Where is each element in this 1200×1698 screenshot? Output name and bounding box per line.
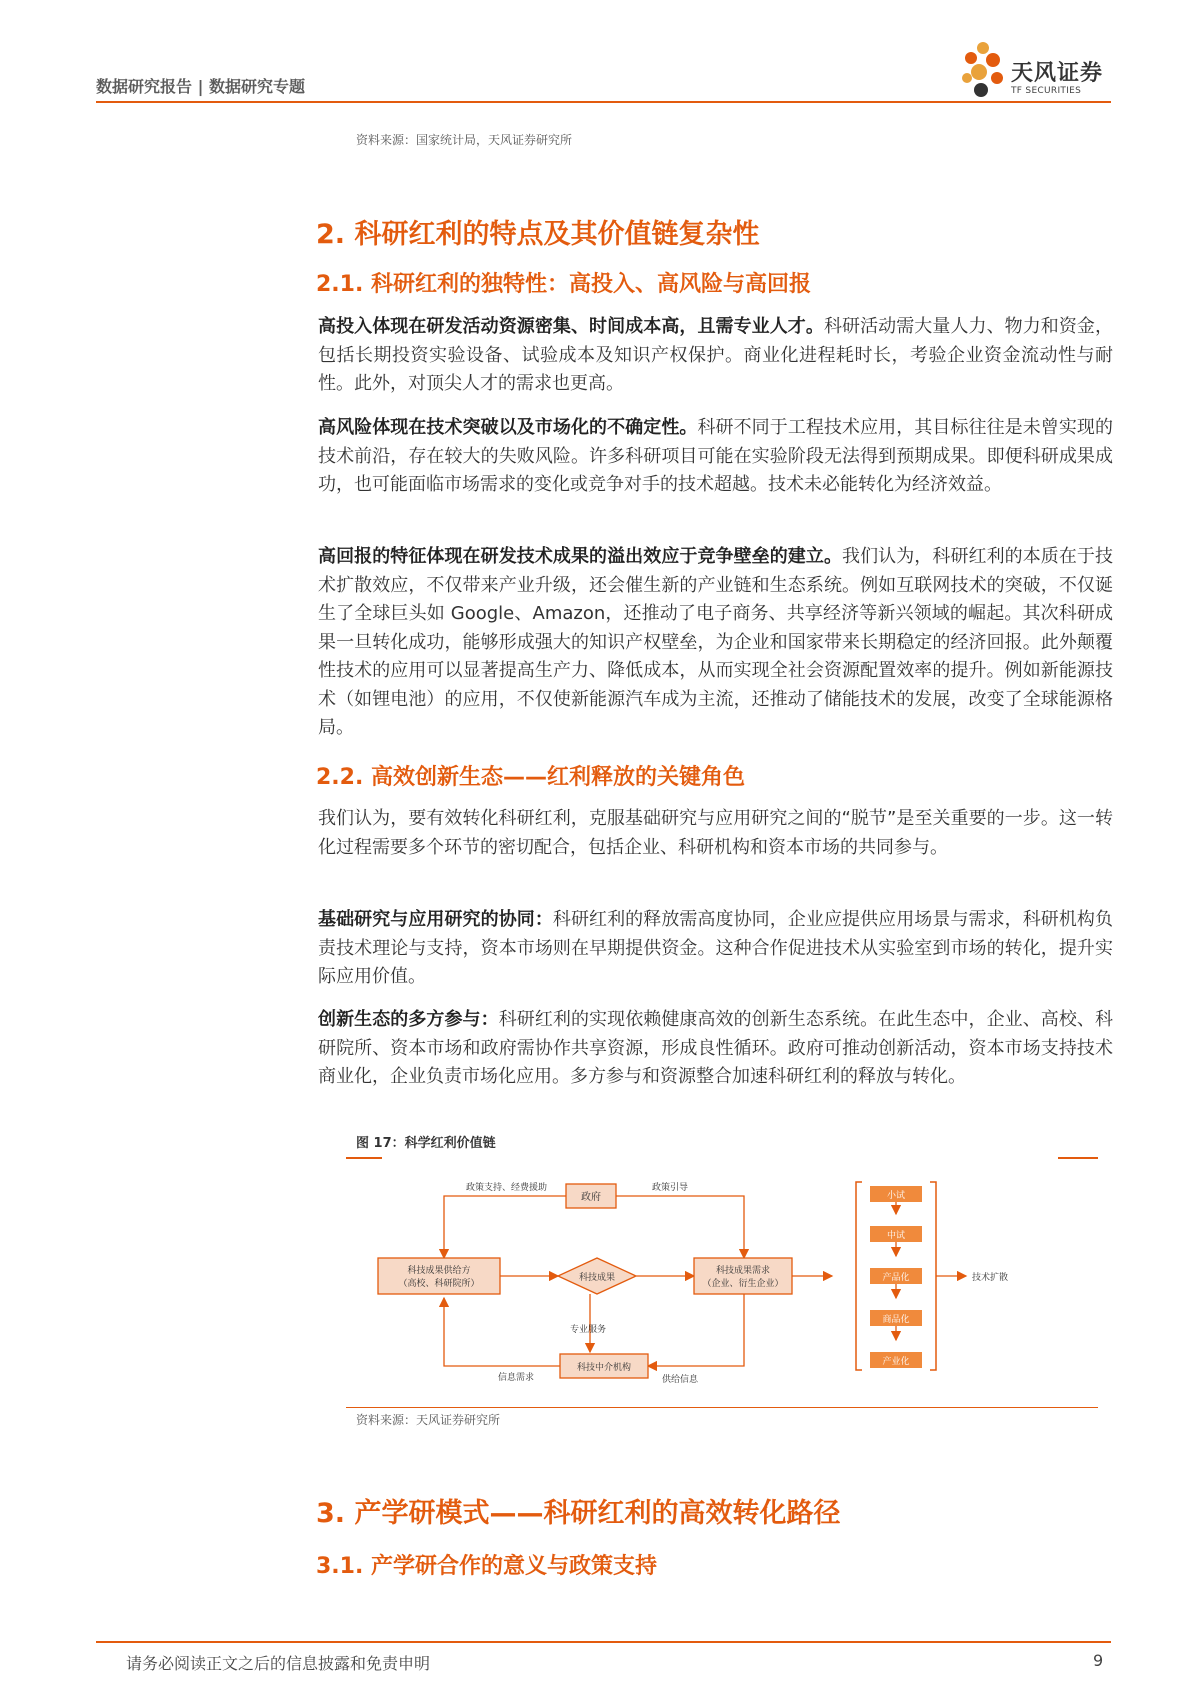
source-note-top: 资料来源：国家统计局，天风证券研究所 (356, 133, 573, 147)
figure-title: 图 17：科学红利价值链 (356, 1136, 496, 1151)
node-supply-sublabel: （高校、科研院所） (398, 1279, 480, 1289)
paragraph-lead: 创新生态的多方参与： (318, 1009, 499, 1030)
section-2-2-title: 2.2. 高效创新生态——红利释放的关键角色 (316, 765, 745, 790)
stage-label: 中试 (886, 1231, 906, 1241)
figure-source: 资料来源：天风证券研究所 (356, 1413, 501, 1427)
logo-name: 天风证券 (1011, 61, 1104, 86)
paragraph-lead: 高回报的特征体现在研发技术成果的溢出效应于竞争壁垒的建立。 (318, 546, 843, 567)
stage-label: 小试 (886, 1191, 906, 1201)
diffusion-label: 技术扩散 (972, 1273, 1009, 1283)
paragraph-body: 科研活动需大量人力、物力和资金，包括长期投资实验设备、试验成本及知识产权保护。商业化进程耗时长，考验企业资金流动性与耐性。此外，对顶尖人才的需求也更高。 (318, 316, 1113, 394)
paragraph-lead: 高风险体现在技术突破以及市场化的不确定性。 (318, 417, 698, 438)
section-2-1-title: 2.1. 科研红利的独特性：高投入、高风险与高回报 (316, 272, 811, 297)
edge-label-policy-support: 政策支持、经费援助 (466, 1183, 548, 1193)
diagram-connectors (444, 1196, 896, 1366)
edge-label-policy-guide: 政策引导 (652, 1183, 689, 1193)
figure-rule-right (1058, 1157, 1098, 1159)
report-header-title: 数据研究报告 | 数据研究专题 (96, 77, 305, 96)
node-government-label: 政府 (581, 1192, 601, 1203)
node-supply-label: 科技成果供给方 (407, 1266, 471, 1276)
paragraph-lead: 基础研究与应用研究的协同： (318, 909, 553, 930)
node-demand-sublabel: （企业、衍生企业） (702, 1279, 784, 1289)
node-demand-label: 科技成果需求 (715, 1266, 771, 1276)
paragraph-multi-party (318, 1006, 1113, 1092)
paragraph-high-return (318, 543, 1113, 743)
page-number: 9 (1093, 1651, 1104, 1670)
paragraph-collaboration (318, 906, 1113, 992)
node-agency-label: 科技中介机构 (576, 1363, 632, 1373)
stage-bracket-right (930, 1182, 936, 1370)
node-result-label: 科技成果 (578, 1273, 616, 1283)
paragraph-high-risk (318, 414, 1113, 500)
footer-disclaimer: 请务必阅读正文之后的信息披露和免责申明 (126, 1654, 431, 1673)
stage-bracket-left (856, 1182, 862, 1370)
paragraph-body: 科研红利的实现依赖健康高效的创新生态系统。在此生态中，企业、高校、科研院所、资本市场和政府需协作共享资源，形成良性循环。政府可推动创新活动，资本市场支持技术商业化，企业负责市场化应用。多方参与和资源整合加速科研红利的释放与转化。 (318, 1009, 1114, 1087)
paragraph-body: 我们认为，要有效转化科研红利，克服基础研究与应用研究之间的“脱节”是至关重要的一步。这一转化过程需要多个环节的密切配合，包括企业、科研机构和资本市场的共同参与。 (318, 808, 1113, 858)
section-3-1-title: 3.1. 产学研合作的意义与政策支持 (316, 1554, 657, 1579)
figure-rule-left (346, 1157, 382, 1159)
edge-label-info-supply: 供给信息 (662, 1375, 699, 1385)
paragraph-high-investment (318, 313, 1113, 399)
stage-label: 产品化 (882, 1273, 910, 1283)
paragraph-body: 科研红利的释放需高度协同，企业应提供应用场景与需求，科研机构负责技术理论与支持，资本市场则在早期提供资金。这种合作促进技术从实验室到市场的转化，提升实际应用价值。 (318, 909, 1113, 987)
paragraph-lead: 高投入体现在研发活动资源密集、时间成本高，且需专业人才。 (318, 316, 824, 337)
section-2-title: 2. 科研红利的特点及其价值链复杂性 (316, 219, 760, 250)
stage-label: 产业化 (882, 1357, 910, 1367)
section-3-title: 3. 产学研模式——科研红利的高效转化路径 (316, 1498, 841, 1529)
stage-label: 商品化 (882, 1315, 910, 1325)
paragraph-ecosystem-intro (318, 805, 1113, 862)
paragraph-body: 科研不同于工程技术应用，其目标往往是未曾实现的技术前沿，存在较大的失败风险。许多科研项目可能在实验阶段无法得到预期成果。即便科研成果成功，也可能面临市场需求的变化或竞争对手的技术超越。技术未必能转化为经济效益。 (318, 417, 1114, 495)
value-chain-diagram (346, 1162, 1098, 1402)
logo-subtitle: TF SECURITIES (1011, 86, 1082, 96)
edge-label-info-demand: 信息需求 (498, 1373, 535, 1383)
figure-rule-bottom (346, 1407, 1098, 1408)
edge-label-service: 专业服务 (570, 1325, 607, 1335)
footer-divider (96, 1641, 1111, 1643)
paragraph-body: 我们认为，科研红利的本质在于技术扩散效应，不仅带来产业升级，还会催生新的产业链和生态系统。例如互联网技术的突破，不仅诞生了全球巨头如 Google、Amazon，还推动了电子商务、共享经济等新兴领域的崛起。其次科研成果一旦转化成功，能够形成强大的知识产权壁垒，为企业和国家带来长期稳定的经济回报。此外颠覆性技术的应用可以显著提高生产力、降低成本，从而实现全社会资源配置效率的提升。例如新能源技术（如锂电池）的应用，不仅使新能源汽车成为主流，还推动了储能技术的发展，改变了全球能源格局。 (318, 546, 1114, 738)
